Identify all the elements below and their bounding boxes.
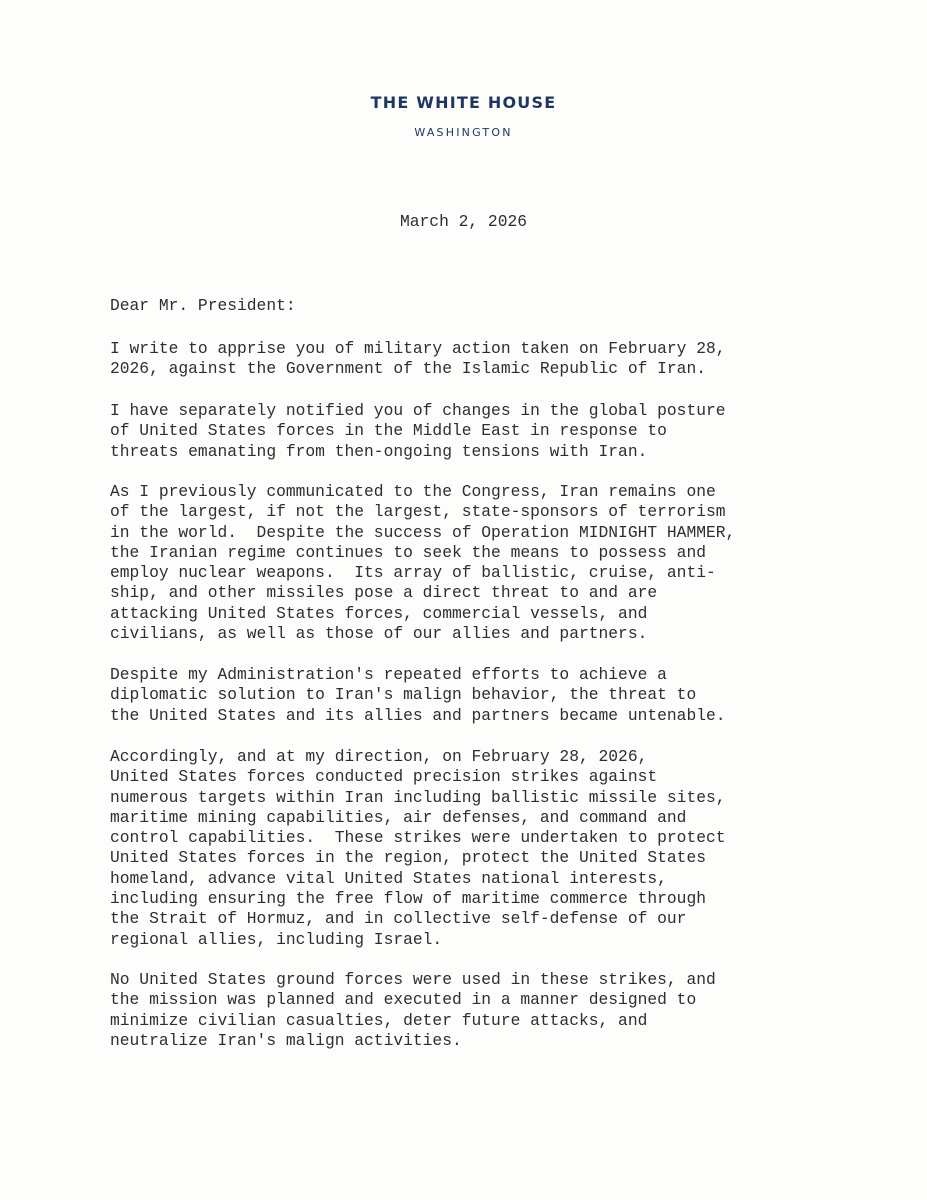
paragraph-1: I write to apprise you of military action taken on February 28, 2026, against the Government of the Islamic Republic of Iran.	[110, 339, 726, 379]
paragraph-2: I have separately notified you of changes in the global posture of United States forces in the Middle East in response to threats emanating from then-ongoing tensions with Iran.	[110, 401, 726, 461]
paragraph-3: As I previously communicated to the Congress, Iran remains one of the largest, if not the largest, state-sponsors of terrorism in the world. Despite the success of Operation MIDNIGHT HAMMER, the Iranian regime continues to seek the means to possess and employ nuclear weapons. Its array of ballistic, cruise, anti- ship, and other missiles pose a direct threat to and are attacking United States forces, commercial vessels, and civilians, as well as those of our allies and partners.	[110, 482, 736, 644]
paragraph-6: No United States ground forces were used in these strikes, and the mission was planned and executed in a manner designed to minimize civilian casualties, deter future attacks, and neutralize Iran's malign activities.	[110, 970, 716, 1050]
letterhead-title: THE WHITE HOUSE	[370, 93, 557, 112]
salutation: Dear Mr. President:	[110, 296, 296, 315]
letter-date: March 2, 2026	[399, 212, 527, 231]
letterhead-location: WASHINGTON	[414, 126, 513, 139]
paragraph-4: Despite my Administration's repeated efforts to achieve a diplomatic solution to Iran's malign behavior, the threat to the United States and its allies and partners became untenable.	[110, 665, 726, 725]
paragraph-5: Accordingly, and at my direction, on February 28, 2026, United States forces conducted precision strikes against numerous targets within Iran including ballistic missile sites, maritime mining capabilities, air defenses, and command and control capabilities. These strikes were undertaken to protect United States forces in the region, protect the United States homeland, advance vital United States national interests, including ensuring the free flow of maritime commerce through the Strait of Hormuz, and in collective self-defense of our regional allies, including Israel.	[110, 747, 726, 949]
